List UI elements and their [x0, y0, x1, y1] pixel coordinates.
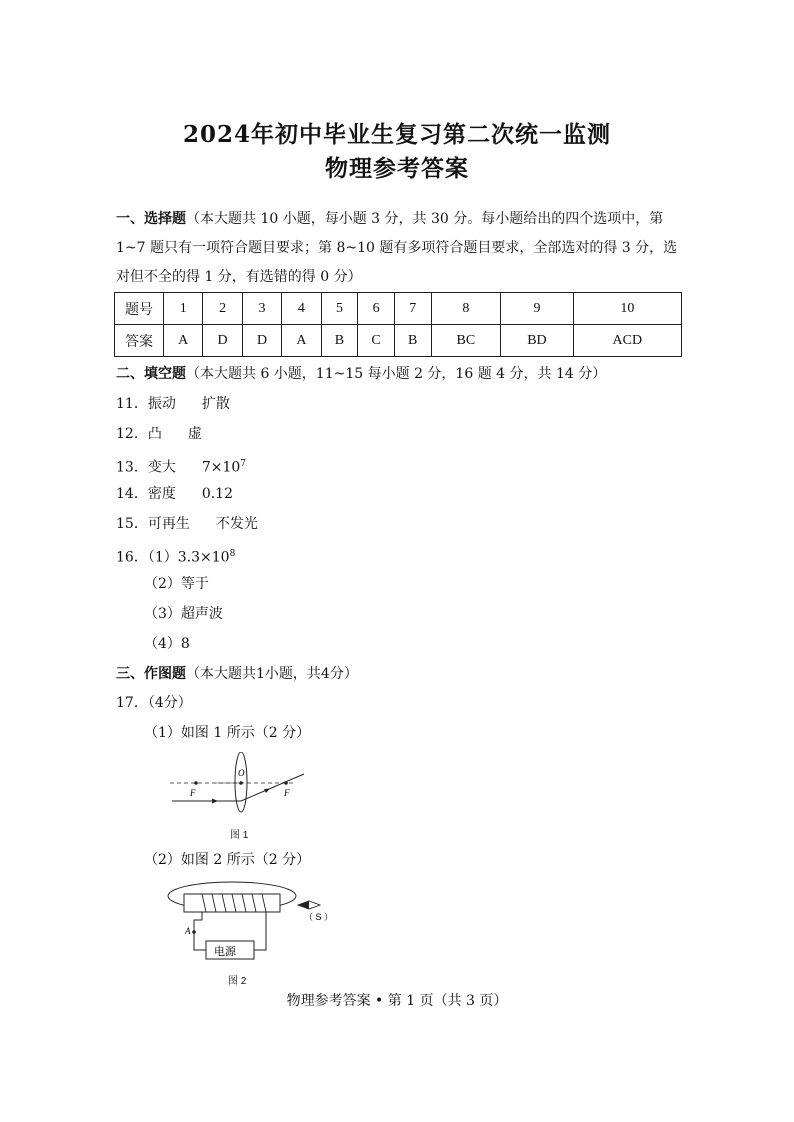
question-number: 15．	[116, 516, 148, 532]
label-power-source: 电源	[214, 945, 236, 958]
table-row	[115, 293, 682, 325]
answer-q14	[116, 485, 233, 503]
table-cell: ACD	[573, 325, 681, 357]
question-number: 11．	[116, 396, 148, 412]
exponent: 7	[240, 459, 247, 469]
table-cell: C	[358, 325, 395, 357]
label-a: A	[185, 926, 191, 936]
label-o: O	[238, 768, 245, 778]
label-f-right: F	[284, 788, 290, 798]
section3-heading: 三、作图题	[116, 666, 186, 682]
exponent: 8	[229, 549, 236, 559]
row-label-answer: 答案	[115, 325, 164, 357]
table-cell: 3	[242, 293, 281, 325]
section1-intro	[116, 205, 682, 292]
answer-q13	[116, 455, 246, 477]
table-cell: A	[282, 325, 321, 357]
label-f-left: F	[190, 788, 196, 798]
figure-1-lens-diagram	[168, 752, 310, 818]
section3-intro	[116, 665, 358, 683]
answer-text: 变大	[147, 459, 176, 476]
answer-q16-part2: （2）等于	[144, 576, 209, 592]
question-number: 16．	[116, 549, 148, 566]
ray-arrow-incident	[212, 799, 218, 804]
section2-intro-text: （本大题共 6 小题，11~15 每小题 2 分，16 题 4 分，共 14 分）	[186, 366, 607, 382]
compass-needle-tip	[298, 901, 309, 909]
answer-q16-part4: （4）8	[144, 636, 190, 652]
table-cell: BD	[501, 325, 573, 357]
ray-arrow-refracted	[264, 789, 270, 794]
table-cell: BC	[431, 325, 501, 357]
table-cell: 5	[321, 293, 358, 325]
table-cell: 4	[282, 293, 321, 325]
table-cell: 9	[501, 293, 573, 325]
figure-2-caption: 图 2	[228, 976, 247, 987]
answer-text: 可再生	[147, 516, 190, 532]
page-subtitle: 物理参考答案	[325, 155, 469, 182]
table-cell: A	[164, 325, 203, 357]
answer-q12	[116, 425, 202, 443]
section1-intro-text: （本大题共 10 小题，每小题 3 分，共 30 分。每小题给出的四个选项中，第 1~7 题只有一项符合题目要求；第 8~10 题有多项符合题目要求，全部选对的得 3 分，选对但不全的得 1 分，有选错的得 0 分）	[116, 211, 678, 285]
answer-text: 0.12	[201, 486, 233, 502]
table-row	[115, 325, 682, 357]
q17-part1: （1）如图 1 所示（2 分）	[144, 725, 311, 741]
wire-left	[194, 912, 206, 950]
answer-q11	[116, 395, 230, 413]
refracted-ray	[241, 774, 304, 801]
figure-1-caption: 图 1	[230, 830, 249, 841]
row-label-number: 题号	[115, 293, 164, 325]
section3-intro-text: （本大题共1小题，共4分）	[186, 666, 358, 682]
table-cell: D	[203, 325, 242, 357]
part-label: （1）	[147, 549, 178, 566]
table-cell: 2	[203, 293, 242, 325]
answer-text: 不发光	[215, 516, 258, 532]
table-cell: B	[321, 325, 358, 357]
answer-q16-part1	[116, 545, 235, 567]
answer-text: 凸	[147, 426, 162, 442]
label-s-pole: （ S ）	[304, 912, 334, 922]
answer-table	[114, 292, 682, 357]
page-footer: 物理参考答案 • 第 1 页（共 3 页）	[286, 993, 508, 1009]
section2-intro	[116, 365, 606, 383]
table-cell: 1	[164, 293, 203, 325]
answer-text: 3.3×10	[177, 549, 230, 566]
terminal-a	[192, 930, 196, 934]
answer-text: 虚	[187, 426, 202, 442]
figure-2-electromagnet-diagram	[166, 878, 342, 962]
focal-point-left	[194, 781, 198, 785]
question-17: 17．（4分）	[116, 695, 192, 711]
section2-heading: 二、填空题	[116, 366, 186, 382]
table-cell: 6	[358, 293, 395, 325]
table-cell: 8	[431, 293, 501, 325]
table-cell: D	[242, 325, 281, 357]
question-number: 12．	[116, 426, 148, 442]
answer-q15	[116, 515, 258, 533]
answer-text: 振动	[147, 396, 176, 412]
page-title: 2024年初中毕业生复习第二次统一监测	[182, 121, 611, 148]
answer-q16-part3: （3）超声波	[144, 606, 223, 622]
q17-part2: （2）如图 2 所示（2 分）	[144, 852, 311, 868]
question-number: 13．	[116, 459, 148, 476]
answer-text: 密度	[147, 486, 176, 502]
section1-heading: 一、选择题	[116, 211, 186, 227]
question-number: 14．	[116, 486, 148, 502]
table-cell: B	[394, 325, 431, 357]
table-cell: 10	[573, 293, 681, 325]
answer-text: 扩散	[201, 396, 230, 412]
wire-right	[254, 912, 266, 950]
answer-text: 7×10	[201, 459, 241, 476]
table-cell: 7	[394, 293, 431, 325]
